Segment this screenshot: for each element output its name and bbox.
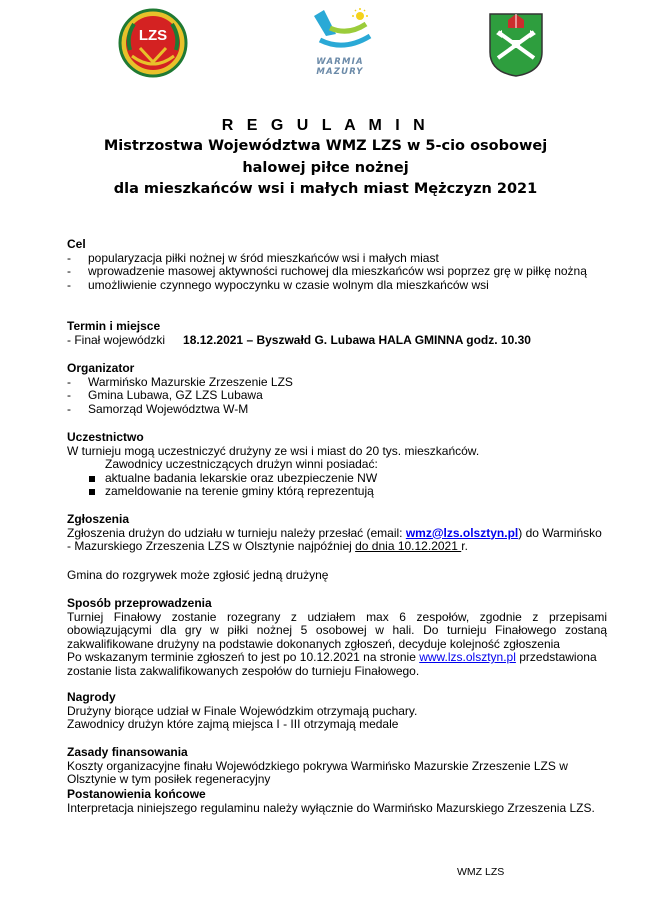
warmia-mazury-logo xyxy=(300,6,380,84)
section-cel xyxy=(67,238,607,292)
organizator-item: - Samorząd Województwa W-M xyxy=(67,401,249,416)
sposob-paragraph-2: Po wskazanym terminie zgłoszeń to jest po 10.12.2021 na stronie www.lzs.olsztyn.pl przedstawiona zostanie lista zakwalifikowanych zespołów do turnieju Finałowego. xyxy=(67,650,597,678)
section-nagrody xyxy=(67,691,607,732)
warmia-text: WARMIA xyxy=(316,57,364,67)
section-postanowienia xyxy=(67,788,607,815)
section-zasady xyxy=(67,746,607,787)
website-link[interactable]: www.lzs.olsztyn.pl xyxy=(419,650,516,664)
nagrody-line: Drużyny biorące udział w Finale Wojewódzkim otrzymają puchary. xyxy=(67,703,418,718)
zasady-heading: Zasady finansowania xyxy=(67,745,188,759)
nagrody-heading: Nagrody xyxy=(67,690,116,704)
section-organizator xyxy=(67,362,607,416)
zgloszenia-text: Zgłoszenia drużyn do udziału w turnieju należy przesłać (email: wmz@lzs.olsztyn.pl) do Warmińsko - Mazurskiego Zrzeszenia LZS w Olsztynie najpóźniej do dnia 10.12.2021 r. xyxy=(67,525,602,553)
section-uczestnictwo xyxy=(67,431,607,499)
section-sposob xyxy=(67,597,607,678)
cel-item: - popularyzacja piłki nożnej w śród mieszkańców wsi i małych miast xyxy=(67,250,439,265)
nagrody-line: Zawodnicy drużyn które zajmą miejsca I - III otrzymają medale xyxy=(67,717,399,731)
zgloszenia-heading: Zgłoszenia xyxy=(67,512,130,526)
mazury-text: MAZURY xyxy=(316,67,364,77)
organizator-heading: Organizator xyxy=(67,361,135,375)
uczestnictwo-requirements: Zawodnicy uczestniczących drużyn winni posiadać: xyxy=(105,457,378,471)
sposob-heading: Sposób przeprowadzenia xyxy=(67,596,212,610)
section-termin xyxy=(67,320,607,347)
subtitle-line-3: dla mieszkańców wsi i małych miast Mężczyzn 2021 xyxy=(113,181,538,197)
organizator-item: - Gmina Lubawa, GZ LZS Lubawa xyxy=(67,388,263,402)
cel-item: - umożliwienie czynnego wypoczynku w czasie wolnym dla mieszkańców wsi xyxy=(67,277,489,292)
page-title: R E G U L A M I N xyxy=(221,117,430,134)
postanowienia-heading: Postanowienia końcowe xyxy=(67,787,206,801)
requirement-item: aktualne badania lekarskie oraz ubezpieczenie NW xyxy=(67,472,607,486)
email-link[interactable]: wmz@lzs.olsztyn.pl xyxy=(405,525,519,540)
section-zgloszenia xyxy=(67,513,607,554)
deadline-date: do dnia 10.12.2021 xyxy=(355,539,462,553)
coat-of-arms-icon xyxy=(488,12,544,78)
zasady-text: Koszty organizacyjne finału Wojewódzkiego pokrywa Warmińsko Mazurskie Zrzeszenie LZS w Olsztynie w tym posiłek regeneracyjny xyxy=(67,758,568,786)
subtitle-line-2: halowej piłce nożnej xyxy=(242,160,409,176)
termin-details: - Finał wojewódzki 18.12.2021 – Byszwałd G. Lubawa HALA GMINNA godz. 10.30 xyxy=(67,332,531,347)
termin-heading: Termin i miejsce xyxy=(67,319,161,333)
cel-heading: Cel xyxy=(67,237,86,251)
lzs-logo-text: LZS xyxy=(138,27,168,44)
lzs-logo xyxy=(118,8,188,78)
gmina-note: Gmina do rozgrywek może zgłosić jedną drużynę xyxy=(67,568,329,582)
cel-item: - wprowadzenie masowej aktywności ruchowej dla mieszkańców wsi poprzez grę w piłkę nożną xyxy=(67,264,587,278)
subtitle-line-1: Mistrzostwa Województwa WMZ LZS w 5-cio osobowej xyxy=(103,138,548,154)
sposob-paragraph: Turniej Finałowy zostanie rozegrany z udziałem max 6 zespołów, zgodnie z przepisami obowiązującymi dla gry w piłki nożnej 5 osobowej w hali. Do turnieju Finałowego zostaną zakwalifikowane drużyny na podstawie dokonanych zgłoszeń, decyduje kolejność zgłoszenia xyxy=(67,609,607,651)
uczestnictwo-text: W turnieju mogą uczestniczyć drużyny ze wsi i miast do 20 tys. mieszkańców. xyxy=(67,443,480,458)
uczestnictwo-heading: Uczestnictwo xyxy=(67,430,144,444)
postanowienia-text: Interpretacja niniejszego regulaminu należy wyłącznie do Warmińsko Mazurskiego Zrzeszenia LZS. xyxy=(67,800,595,815)
footer-signature: WMZ LZS xyxy=(457,866,505,878)
organizator-item: - Warmińsko Mazurskie Zrzeszenie LZS xyxy=(67,374,293,389)
requirement-item: zameldowanie na terenie gminy którą reprezentują xyxy=(67,485,607,499)
